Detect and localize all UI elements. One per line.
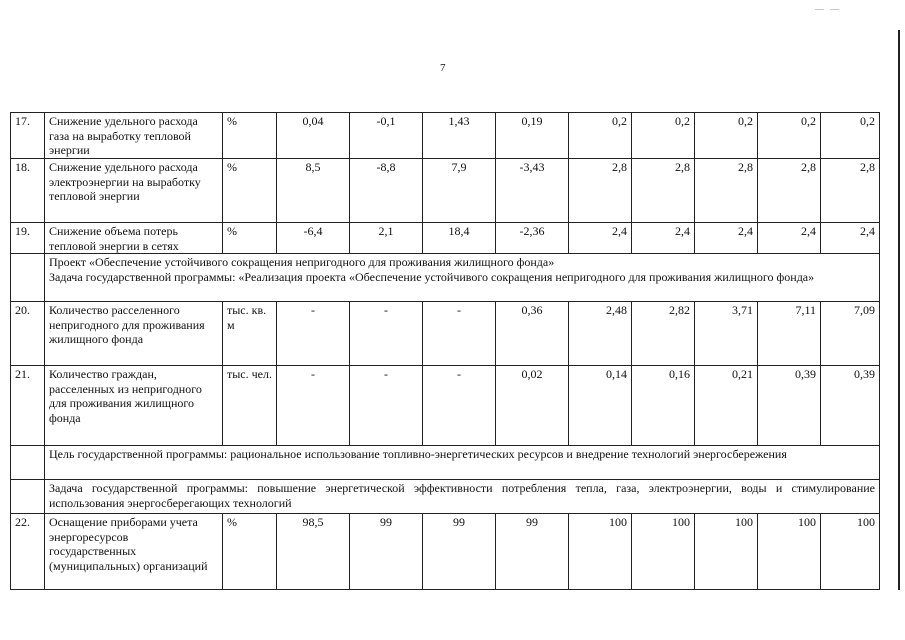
- section-heading-line: Проект «Обеспечение устойчивого сокращения непригодного для проживания жилищного фонда»: [49, 255, 555, 269]
- value-cell: -0,1: [350, 113, 423, 159]
- unit-cell: %: [223, 514, 277, 590]
- value-cell: 99: [496, 514, 569, 590]
- unit-cell: тыс. кв. м: [223, 302, 277, 366]
- value-cell: 0,19: [496, 113, 569, 159]
- indicator-name: Снижение удельного расхода электроэнергии на выработку тепловой энергии: [45, 159, 223, 223]
- value-cell: 0,21: [695, 366, 758, 446]
- corner-mark: — —: [815, 4, 842, 14]
- value-cell: 2,1: [350, 223, 423, 254]
- value-cell: 99: [350, 514, 423, 590]
- row-number: 20.: [11, 302, 45, 366]
- value-cell: 3,71: [695, 302, 758, 366]
- indicator-name: Оснащение приборами учета энергоресурсов государственных (муниципальных) организаций: [45, 514, 223, 590]
- section-heading: [45, 480, 880, 514]
- value-cell: -: [423, 366, 496, 446]
- value-cell: -: [350, 302, 423, 366]
- section-row: [11, 446, 880, 480]
- value-cell: -2,36: [496, 223, 569, 254]
- section-heading-line: Задача государственной программы: «Реализация проекта «Обеспечение устойчивого сокращения непригодного для проживания жилищного фонда»: [49, 269, 815, 284]
- row-number: 22.: [11, 514, 45, 590]
- page-number: 7: [440, 62, 446, 74]
- value-cell: 0,2: [758, 113, 821, 159]
- value-cell: 7,09: [821, 302, 880, 366]
- value-cell: -: [350, 366, 423, 446]
- value-cell: 100: [569, 514, 632, 590]
- value-cell: 98,5: [277, 514, 350, 590]
- row-number: 17.: [11, 113, 45, 159]
- table-row: [11, 302, 880, 366]
- table-row: [11, 159, 880, 223]
- value-cell: 2,4: [569, 223, 632, 254]
- row-number: 19.: [11, 223, 45, 254]
- value-cell: 7,11: [758, 302, 821, 366]
- value-cell: 2,8: [758, 159, 821, 223]
- value-cell: 2,48: [569, 302, 632, 366]
- value-cell: -3,43: [496, 159, 569, 223]
- value-cell: 0,14: [569, 366, 632, 446]
- section-row: [11, 254, 880, 302]
- value-cell: 2,4: [695, 223, 758, 254]
- table-body: [11, 113, 880, 590]
- indicators-table: [10, 112, 880, 590]
- section-row: [11, 480, 880, 514]
- value-cell: 0,2: [569, 113, 632, 159]
- value-cell: 100: [821, 514, 880, 590]
- value-cell: 99: [423, 514, 496, 590]
- value-cell: 18,4: [423, 223, 496, 254]
- scan-edge-line: [898, 30, 900, 590]
- value-cell: 2,8: [695, 159, 758, 223]
- value-cell: 0,2: [632, 113, 695, 159]
- value-cell: 2,4: [821, 223, 880, 254]
- value-cell: 2,8: [569, 159, 632, 223]
- section-heading: [45, 254, 880, 302]
- empty-number-cell: [11, 446, 45, 480]
- section-heading: [45, 446, 880, 480]
- value-cell: 0,16: [632, 366, 695, 446]
- value-cell: 0,2: [821, 113, 880, 159]
- row-number: 21.: [11, 366, 45, 446]
- value-cell: 2,82: [632, 302, 695, 366]
- section-heading-line: Цель государственной программы: рациональное использование топливно-энергетических ресурсов и внедрение технологий энергосбережения: [49, 447, 787, 461]
- indicator-name: Снижение удельного расхода газа на выработку тепловой энергии: [45, 113, 223, 159]
- value-cell: 100: [758, 514, 821, 590]
- value-cell: 1,43: [423, 113, 496, 159]
- value-cell: -6,4: [277, 223, 350, 254]
- value-cell: 100: [695, 514, 758, 590]
- indicator-name: Снижение объема потерь тепловой энергии в сетях: [45, 223, 223, 254]
- unit-cell: %: [223, 223, 277, 254]
- value-cell: 0,39: [821, 366, 880, 446]
- table-row: [11, 223, 880, 254]
- unit-cell: %: [223, 113, 277, 159]
- value-cell: 2,4: [632, 223, 695, 254]
- value-cell: 100: [632, 514, 695, 590]
- table-row: [11, 366, 880, 446]
- value-cell: 0,04: [277, 113, 350, 159]
- table-row: [11, 514, 880, 590]
- empty-number-cell: [11, 480, 45, 514]
- row-number: 18.: [11, 159, 45, 223]
- value-cell: 0,02: [496, 366, 569, 446]
- value-cell: 8,5: [277, 159, 350, 223]
- value-cell: -8,8: [350, 159, 423, 223]
- value-cell: 2,8: [821, 159, 880, 223]
- empty-number-cell: [11, 254, 45, 302]
- value-cell: -: [423, 302, 496, 366]
- indicator-name: Количество граждан, расселенных из непригодного для проживания жилищного фонда: [45, 366, 223, 446]
- value-cell: -: [277, 366, 350, 446]
- section-heading-line: Задача государственной программы: повышение энергетической эффективности потребления тепла, газа, электроэнергии, воды и стимулирование использования энергосберегающих технологий: [49, 481, 875, 510]
- value-cell: 7,9: [423, 159, 496, 223]
- value-cell: -: [277, 302, 350, 366]
- value-cell: 2,8: [632, 159, 695, 223]
- value-cell: 0,39: [758, 366, 821, 446]
- value-cell: 0,36: [496, 302, 569, 366]
- indicator-name: Количество расселенного непригодного для проживания жилищного фонда: [45, 302, 223, 366]
- unit-cell: %: [223, 159, 277, 223]
- value-cell: 2,4: [758, 223, 821, 254]
- unit-cell: тыс. чел.: [223, 366, 277, 446]
- table-row: [11, 113, 880, 159]
- value-cell: 0,2: [695, 113, 758, 159]
